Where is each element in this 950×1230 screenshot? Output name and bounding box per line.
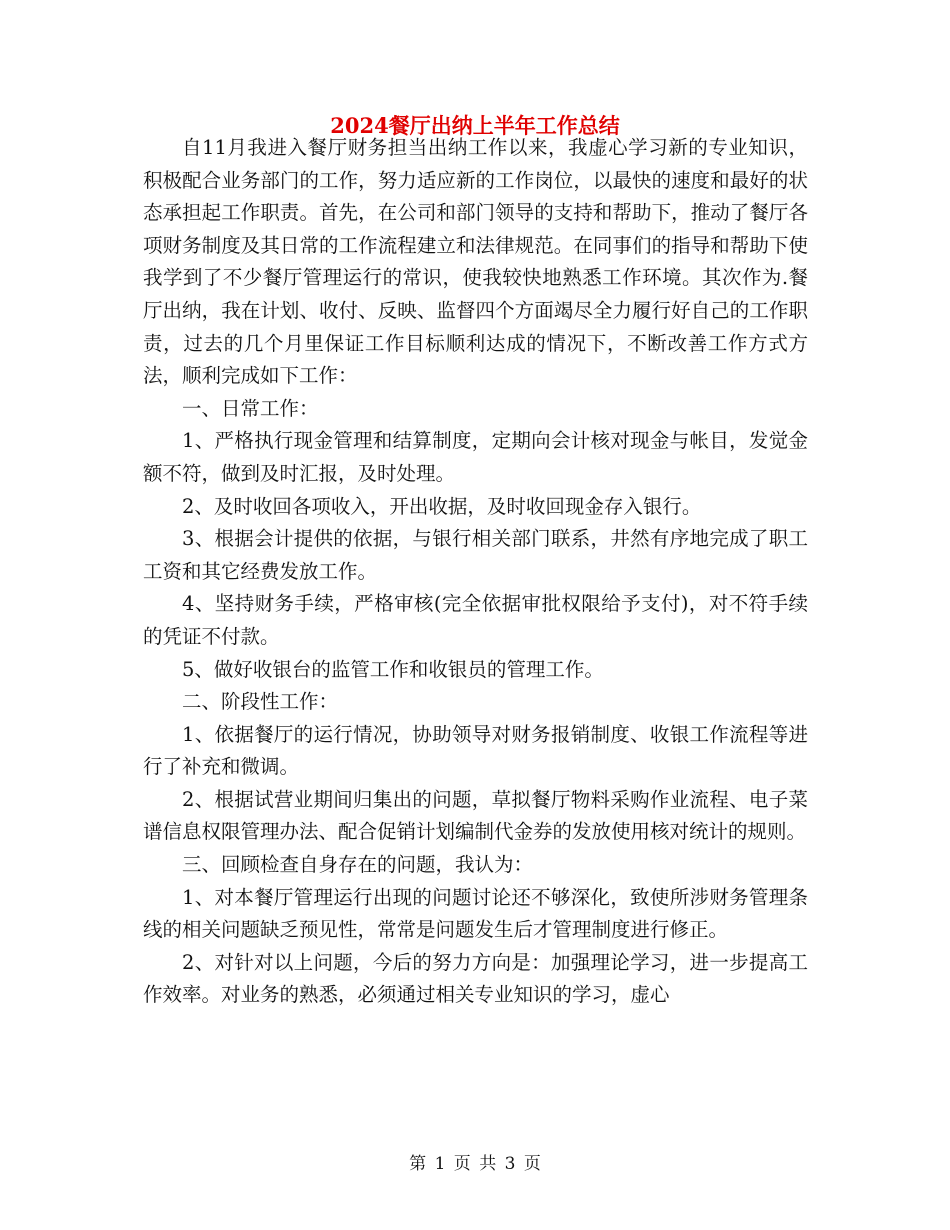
paragraph-phase-item-1: 1、依据餐厅的运行情况，协助领导对财务报销制度、收银工作流程等进行了补充和微调。 (143, 722, 808, 779)
paragraph-intro: 自11月我进入餐厅财务担当出纳工作以来，我虚心学习新的专业知识，积极配合业务部门的工作，努力适应新的工作岗位，以最快的速度和最好的状态承担起工作职责。首先，在公司和部门领导的支持和帮助下，推动了餐厅各项财务制度及其日常的工作流程建立和法律规范。在同事们的指导和帮助下使我学到了不少餐厅管理运行的常识，使我较快地熟悉工作环境。其次作为.餐厅出纳，我在计划、收付、反映、监督四个方面竭尽全力履行好自己的工作职责，过去的几个月里保证工作目标顺利达成的情况下，不断改善工作方式方法，顺利完成如下工作： (143, 136, 808, 388)
paragraph-daily-item-5: 5、做好收银台的监管工作和收银员的管理工作。 (182, 657, 604, 681)
section-heading-phase-work: 二、阶段性工作： (182, 690, 339, 714)
paragraph-daily-item-1: 1、严格执行现金管理和结算制度，定期向会计核对现金与帐目，发觉金额不符，做到及时汇报，及时处理。 (143, 429, 808, 485)
section-heading-daily-work: 一、日常工作： (182, 396, 319, 420)
paragraph-daily-item-4: 4、坚持财务手续，严格审核(完全依据审批权限给予支付)，对不符手续的凭证不付款。 (143, 592, 808, 648)
paragraph-phase-item-2: 2、根据试营业期间归集出的问题，草拟餐厅物料采购作业流程、电子菜谱信息权限管理办法、配合促销计划编制代金券的发放使用核对统计的规则。 (143, 787, 808, 844)
paragraph-review-item-1: 1、对本餐厅管理运行出现的问题讨论还不够深化，致使所涉财务管理条线的相关问题缺乏预见性，常常是问题发生后才管理制度进行修正。 (143, 885, 808, 942)
paragraph-daily-item-3: 3、根据会计提供的依据，与银行相关部门联系，井然有序地完成了职工工资和其它经费发放工作。 (143, 527, 808, 583)
paragraph-review-item-2: 2、对针对以上问题，今后的努力方向是：加强理论学习，进一步提高工作效率。对业务的熟悉，必须通过相关专业知识的学习，虚心 (143, 950, 808, 1007)
document-body (143, 132, 808, 1012)
page-footer: 第 1 页 共 3 页 (409, 1154, 541, 1174)
paragraph-daily-item-2: 2、及时收回各项收入，开出收据，及时收回现金存入银行。 (182, 494, 702, 518)
document-title: 2024餐厅出纳上半年工作总结 (330, 113, 620, 138)
section-heading-review: 三、回顾检查自身存在的问题，我认为： (182, 853, 534, 877)
